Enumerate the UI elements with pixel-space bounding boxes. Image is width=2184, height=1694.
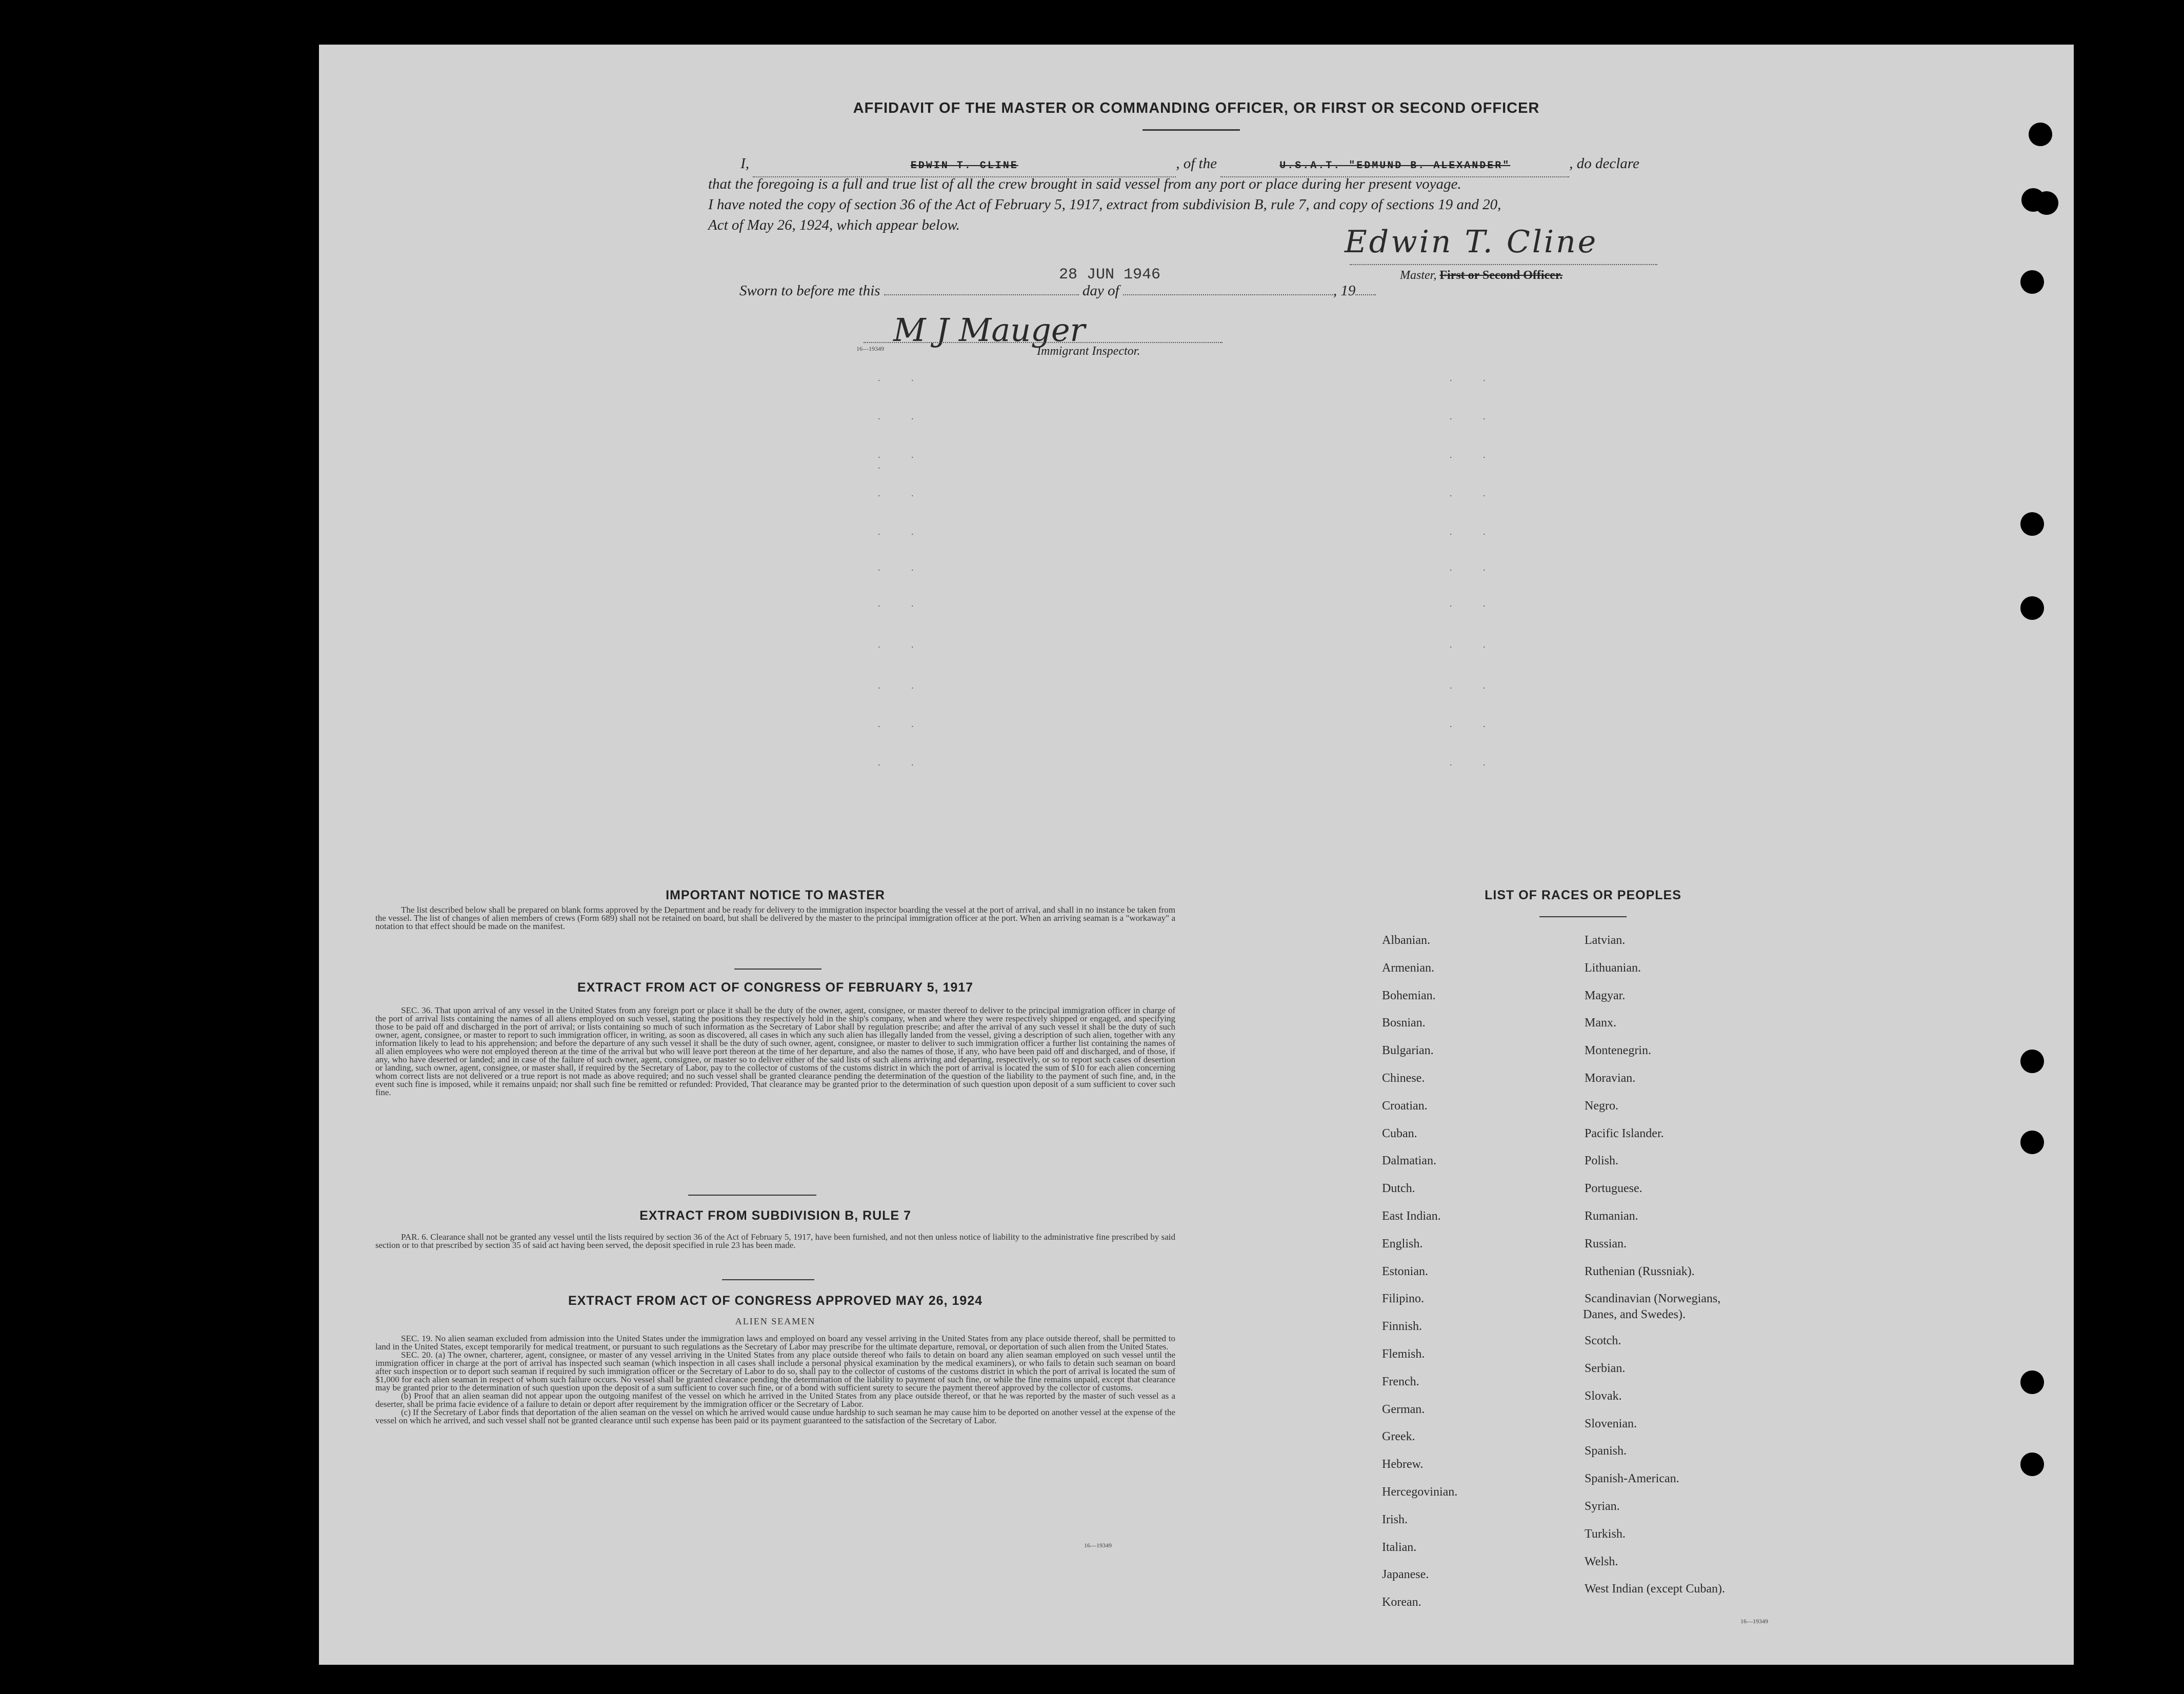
race-item: West Indian (except Cuban). [1585,1582,1725,1596]
sec19-text: SEC. 19. No alien seaman excluded from admission into the United States under the immigration laws and employed on board any vessel arriving in the United States from any place outside thereof, shall be permitted to land in the United States, except temporarily for medical treatment, or pursuant to such regulations as the Secretary of Labor may prescribe for the ultimate departure, removal, or deportation of such alien from the United States. [375,1334,1175,1352]
master-label: Master, [1400,269,1437,282]
vessel-name: U.S.A.T. "EDMUND B. ALEXANDER" [1279,160,1511,172]
race-scandinavian-continuation: Danes, and Swedes). [1583,1308,1686,1321]
i-label: I, [740,155,749,172]
race-item: Spanish. [1585,1444,1627,1458]
extract-form-number: 16—19349 [1084,1542,1112,1549]
race-item: Spanish-American. [1585,1472,1679,1485]
races-heading: LIST OF RACES OR PEOPLES [1485,888,1681,902]
race-item: Pacific Islander. [1585,1127,1664,1140]
extract-1917-heading: EXTRACT FROM ACT OF CONGRESS OF FEBRUARY 5, 1917 [577,980,974,995]
alien-seamen-subheading: ALIEN SEAMEN [735,1316,816,1326]
race-item: Russian. [1585,1237,1627,1251]
race-item: Manx. [1585,1016,1616,1030]
inspector-signature: M J Mauger [893,311,1086,349]
race-item: Moravian. [1585,1072,1636,1085]
punch-hole [2029,123,2052,146]
race-item: French. [1382,1375,1419,1388]
race-item: Filipino. [1382,1292,1425,1305]
master-name: EDWIN T. CLINE [910,160,1018,172]
race-item: Scotch. [1585,1334,1621,1347]
sec20b-text: (b) Proof that an alien seaman did not appear upon the outgoing manifest of the vessel on which he arrived in the United States from any place outside thereof, or that he was reported by the master of such vessel as a deserter, shall be prima facie evidence of a failure to detain or deport after requirement by the immigration officer or the Secretary of Labor. [375,1391,1175,1409]
race-item: Hebrew. [1382,1458,1424,1471]
race-item: Croatian. [1382,1099,1428,1113]
rule7-text: PAR. 6. Clearance shall not be granted any vessel until the lists required by section 36 of the Act of February 5, 1917, have been furnished, and not then unless notice of liability to the administrative fine prescribed by said section or to that prescribed by section 35 of said act having been served, the deposit specified in rule 23 has been made. [375,1232,1175,1250]
race-item: Greek. [1382,1430,1415,1443]
race-item: German. [1382,1403,1425,1416]
races-column-2 [319,45,2074,1665]
race-item: Estonian. [1382,1265,1428,1278]
race-item: Slovak. [1585,1389,1622,1403]
blank-dot-column-left: . . . . . . . . . . . . . . . . . . . . . . . [878,373,928,768]
punch-hole [2020,270,2044,294]
race-item: Polish. [1585,1154,1619,1167]
date-stamp: 28 JUN 1946 [1059,266,1161,284]
race-item: Armenian. [1382,961,1434,975]
punch-hole [2020,596,2044,620]
race-item: Portuguese. [1585,1182,1642,1195]
race-item: Magyar. [1585,989,1626,1002]
punch-hole [2035,191,2058,215]
race-item: Japanese. [1382,1568,1429,1581]
notice-text: The list described below shall be prepared on blank forms approved by the Department and be ready for delivery to the immigration inspector boarding the vessel at the port of arrival, and shall in no instance be taken from the vessel. The list of changes of alien members of crews (Form 689) shall not be retained on board, but shall be delivered by the master to the principal immigration officer at the port. When an arriving seaman is a "workaway" a notation to that effect should be made on the manifest. [375,905,1175,931]
race-item: Rumanian. [1585,1209,1638,1223]
race-item: Bulgarian. [1382,1044,1434,1057]
rule7-heading: EXTRACT FROM SUBDIVISION B, RULE 7 [639,1208,911,1223]
race-item: Hercegovinian. [1382,1485,1458,1499]
race-item: Welsh. [1585,1555,1618,1568]
race-item: Chinese. [1382,1072,1425,1085]
declaration-line-4: Act of May 26, 1924, which appear below. [708,217,960,233]
race-item: Montenegrin. [1585,1044,1651,1057]
sec20c-text: (c) If the Secretary of Labor finds that deportation of the alien seaman on the vessel on which he arrived would cause undue hardship to such seaman he may cause him to be deported on another vessel at the expense of the vessel on which he arrived, and such vessel shall not be granted clearance until such expense has been paid or its payment guaranteed to the satisfaction of the Secretary of Labor. [375,1407,1175,1425]
day-of-label: day of [1082,283,1119,299]
race-item: Dalmatian. [1382,1154,1436,1167]
declaration-line-2: that the foregoing is a full and true list of all the crew brought in said vessel from any port or place during her present voyage. [708,176,1461,192]
do-declare-label: , do declare [1569,155,1639,172]
inspector-label: Immigrant Inspector. [1037,345,1140,358]
document-page [319,45,2074,1665]
punch-hole [2020,512,2044,536]
races-form-number: 16—19349 [1740,1618,1768,1625]
race-item: Dutch. [1382,1182,1415,1195]
officer-struck-label: First or Second Officer. [1439,269,1563,282]
race-item: Lithuanian. [1585,961,1641,975]
race-item: Serbian. [1585,1362,1626,1375]
race-item: English. [1382,1237,1423,1251]
affidavit-title: AFFIDAVIT OF THE MASTER OR COMMANDING OFFICER, OR FIRST OR SECOND OFFICER [853,100,1540,116]
race-item: East Indian. [1382,1209,1441,1223]
sec20a-text: SEC. 20. (a) The owner, charterer, agent, consignee, or master of any vessel arriving in the United States from any place outside thereof who fails to detain on board any alien seaman employed on such vessel until the immigration officer in charge at the port of arrival has inspected such seaman (which inspection in all cases shall include a personal physical examination by the medical examiners), or who fails to detain such seaman on board after such inspection or to deport such seaman if required by such immigration officer or the Secretary of Labor to do so, shall pay to the collector of customs of the customs district in which the port of arrival is located the sum of $1,000 for each alien seaman in respect of whom such failure occurs. No vessel shall be granted clearance pending the determination of the liability to payment of such fine, or while the fine remains unpaid, except that clearance may be granted prior to the determination of such question upon the deposit of a sum sufficient to cover such fine, or of a bond with sufficient surety to secure the payment thereof approved by the collector of customs. [375,1350,1175,1393]
punch-hole [2020,1050,2044,1073]
race-item: Albanian. [1382,934,1430,947]
affidavit-form-number: 16—19349 [856,345,884,352]
race-item: Latvian. [1585,934,1626,947]
race-item: Bohemian. [1382,989,1436,1002]
punch-hole [2020,1370,2044,1394]
extract-1924-heading: EXTRACT FROM ACT OF CONGRESS APPROVED MAY 26, 1924 [568,1294,983,1308]
of-the-label: , of the [1176,155,1217,172]
race-item: Flemish. [1382,1347,1425,1361]
race-item: Finnish. [1382,1320,1422,1333]
race-item: Turkish. [1585,1527,1626,1541]
punch-hole [2020,1453,2044,1476]
punch-hole [2020,1131,2044,1154]
race-item: Korean. [1382,1596,1421,1609]
race-item: Bosnian. [1382,1016,1426,1030]
race-item: Italian. [1382,1541,1417,1554]
master-signature: Edwin T. Cline [1345,224,1598,260]
extract-1917-text: SEC. 36. That upon arrival of any vessel in the United States from any foreign port or place it shall be the duty of the owner, agent, consignee, or master thereof to deliver to the principal immigration officer in charge of the port of arrival lists containing the names of all aliens employed on such vessel, stating the positions they respectively hold in the ship's company, when and where they were respectively shipped or engaged, and specifying those to be paid off and discharged in the port of arrival; or lists containing so much of such information as the Secretary of Labor shall by regulation prescribe; and after the arrival of any such vessel it shall be the duty of such owner, agent, consignee, or master to report to such immigration officer, in writing, as soon as discovered, all cases in which any such alien has illegally landed from the vessel, giving a description of such alien, together with any information likely to lead to his apprehension; and before the departure of any such vessel it shall be the duty of such owner, agent, consignee, or master to deliver to such immigration officer a further list containing the names of all alien employees who were not employed thereon at the time of the arrival but who will leave port thereon at the time of her departure, and also the names of those, if any, who have been paid off and discharged, and of those, if any, who have deserted or landed; and in case of the failure of such owner, agent, consignee, or master so to deliver either of the said lists of such aliens arriving and departing, respectively, or so to report such cases of desertion or landing, such owner, agent, consignee, or master shall, if required by the Secretary of Labor, pay to the collector of customs of the customs district in which the port of arrival is located the sum of $10 for each alien concerning whom correct lists are not delivered or a true report is not made as above required; and no such vessel shall be granted clearance pending the determination of the question of the liability to the payment of such fine, and, in the event such fine is imposed, while it remains unpaid; nor shall such fine be remitted or refunded: Provided, That clearance may be granted prior to the determination of such question upon deposit of a sum sufficient to cover such fine. [375,1005,1175,1097]
race-item: Cuban. [1382,1127,1417,1140]
blank-dot-column-right: . . . . . . . . . . . . . . . . . . . . . . [1450,373,1500,768]
declaration-line-3: I have noted the copy of section 36 of the Act of February 5, 1917, extract from subdivision B, rule 7, and copy of sections 19 and 20, [708,196,1501,213]
race-item: Slovenian. [1585,1417,1637,1430]
race-item: Irish. [1382,1513,1408,1526]
notice-heading: IMPORTANT NOTICE TO MASTER [666,888,885,902]
race-item: Ruthenian (Russniak). [1585,1265,1695,1278]
race-item: Negro. [1585,1099,1618,1113]
race-item: Syrian. [1585,1500,1620,1513]
year-label: , 19 [1333,283,1356,299]
race-item: Scandinavian (Norwegians, [1585,1292,1721,1305]
sworn-label: Sworn to before me this [739,283,880,299]
